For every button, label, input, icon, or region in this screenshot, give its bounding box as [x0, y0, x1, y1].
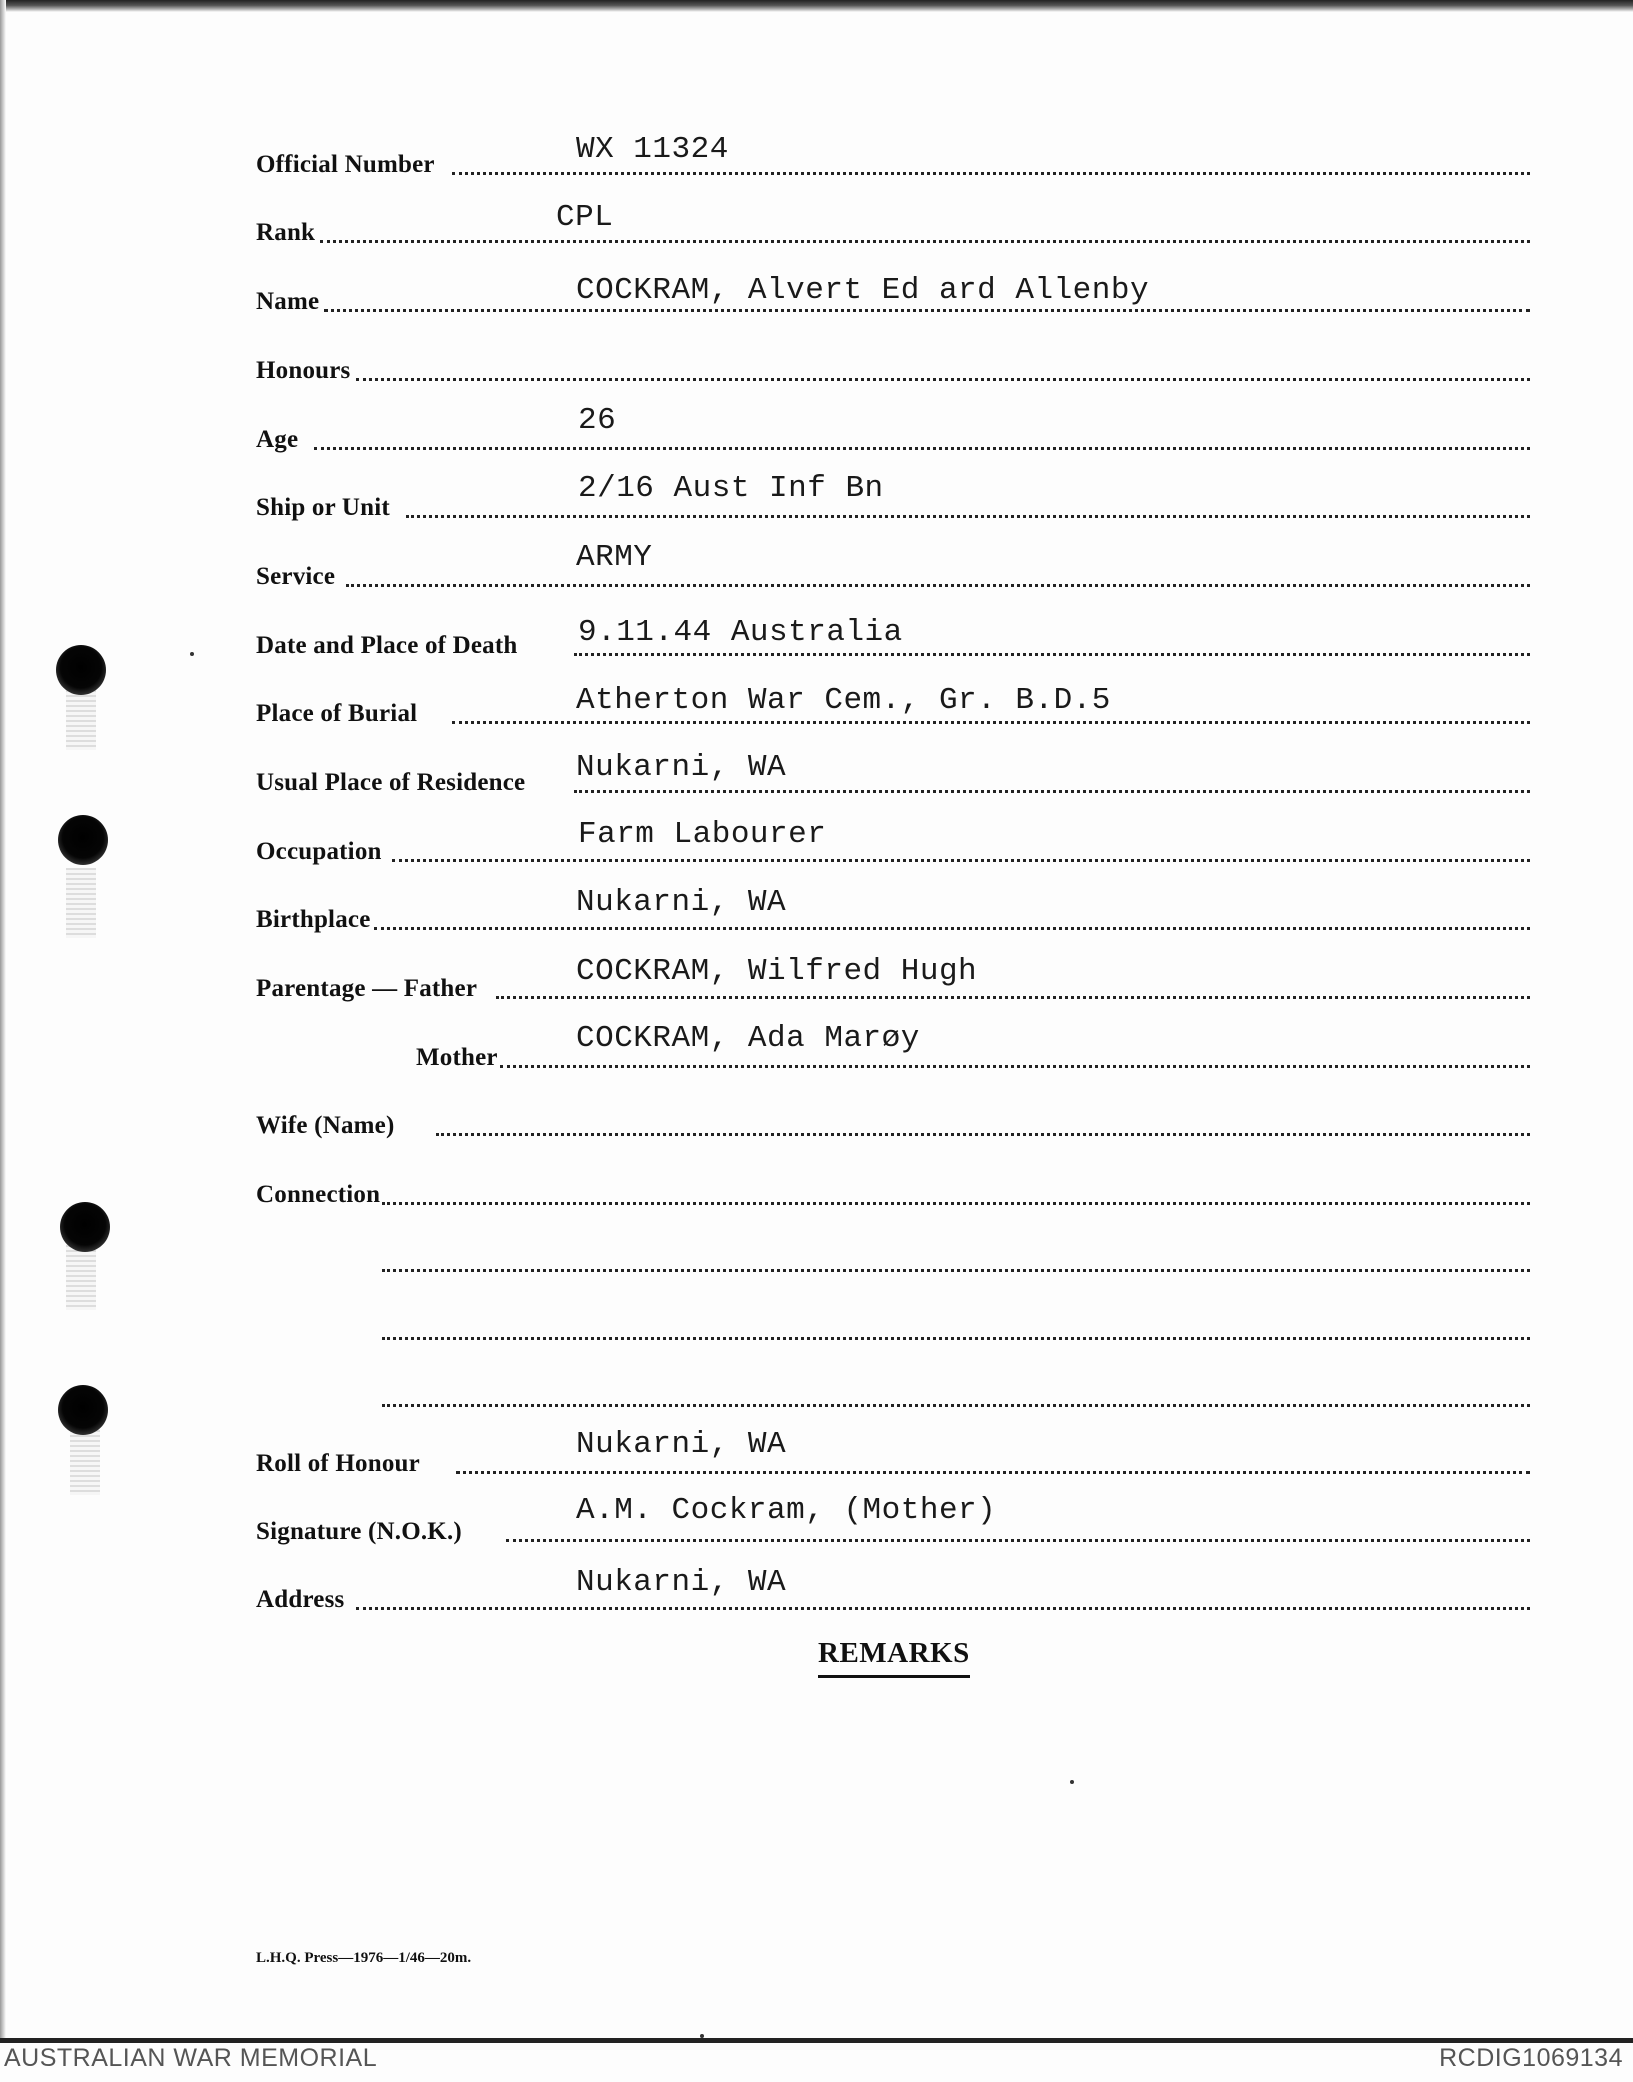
row-roll-of-honour: [256, 1424, 1530, 1484]
row-connection-continued: [256, 1357, 1530, 1417]
dotted-line: [314, 447, 1530, 450]
punch-hole: [56, 645, 106, 695]
dotted-line: [406, 515, 1530, 518]
scan-top-edge: [0, 0, 1633, 12]
usual-residence-label: Usual Place of Residence: [256, 769, 526, 796]
row-connection-continued: [256, 1290, 1530, 1350]
age-value: 26: [578, 403, 617, 438]
speck: [1070, 1780, 1074, 1784]
scan-left-edge: [0, 0, 6, 2040]
dotted-line: [356, 1607, 1530, 1610]
dotted-line: [500, 1065, 1530, 1068]
row-occupation: [256, 812, 1530, 872]
punch-hole: [58, 815, 108, 865]
punch-hole: [58, 1385, 108, 1435]
connection-label: Connection: [256, 1181, 381, 1208]
row-honours: [256, 331, 1530, 391]
row-usual-residence: [256, 743, 1530, 803]
dotted-line: [574, 790, 1530, 793]
row-date-place-death: [256, 606, 1530, 666]
place-of-burial-label: Place of Burial: [256, 700, 418, 727]
hole-shadow: [70, 1425, 100, 1495]
row-service: [256, 537, 1530, 597]
address-value: Nukarni, WA: [576, 1565, 787, 1600]
row-place-of-burial: [256, 674, 1530, 734]
father-label: Parentage — Father: [256, 975, 478, 1002]
address-label: Address: [256, 1586, 345, 1613]
row-connection: [256, 1155, 1530, 1215]
row-signature: [256, 1492, 1530, 1552]
service-value: ARMY: [576, 540, 653, 575]
birthplace-label: Birthplace: [256, 906, 371, 933]
dotted-line: [382, 1202, 1530, 1205]
mother-value: COCKRAM, Ada Marøy: [576, 1021, 920, 1056]
remarks-underline: [818, 1675, 970, 1678]
official-number-label: Official Number: [256, 151, 435, 178]
punch-hole: [60, 1202, 110, 1252]
dotted-line: [346, 584, 1530, 587]
row-official-number: [256, 125, 1530, 185]
roll-of-honour-value: Nukarni, WA: [576, 1427, 787, 1462]
row-name: [256, 262, 1530, 322]
row-birthplace: [256, 880, 1530, 940]
remarks-heading: REMARKS: [818, 1637, 970, 1669]
dotted-line: [392, 859, 1530, 862]
dotted-line: [356, 378, 1530, 381]
press-line: L.H.Q. Press—1976—1/46—20m.: [256, 1950, 472, 1966]
speck: [190, 652, 194, 656]
rank-value: CPL: [556, 200, 614, 235]
age-label: Age: [256, 426, 299, 453]
dotted-line: [456, 1471, 1530, 1474]
birthplace-value: Nukarni, WA: [576, 885, 787, 920]
occupation-value: Farm Labourer: [578, 817, 827, 852]
signature-value: A.M. Cockram, (Mother): [576, 1493, 997, 1528]
dotted-line: [382, 1269, 1530, 1272]
ship-or-unit-value: 2/16 Aust Inf Bn: [578, 471, 884, 506]
dotted-line: [382, 1337, 1530, 1340]
row-rank: [256, 193, 1530, 253]
dotted-line: [324, 309, 1530, 312]
date-place-death-label: Date and Place of Death: [256, 632, 518, 659]
name-value: COCKRAM, Alvert Ed ard Allenby: [576, 273, 1150, 308]
row-connection-continued: [256, 1222, 1530, 1282]
dotted-line: [382, 1404, 1530, 1407]
dotted-line: [496, 996, 1530, 999]
father-value: COCKRAM, Wilfred Hugh: [576, 954, 978, 989]
place-of-burial-value: Atherton War Cem., Gr. B.D.5: [576, 683, 1111, 718]
roll-of-honour-label: Roll of Honour: [256, 1450, 420, 1477]
dotted-line: [506, 1539, 1530, 1542]
usual-residence-value: Nukarni, WA: [576, 750, 787, 785]
dotted-line: [436, 1133, 1530, 1136]
rank-label: Rank: [256, 219, 316, 246]
row-age: [256, 400, 1530, 460]
row-address: [256, 1560, 1530, 1620]
dotted-line: [574, 653, 1530, 656]
row-father: [256, 949, 1530, 1009]
row-mother: [256, 1018, 1530, 1078]
dotted-line: [374, 927, 1530, 930]
footer-institution: AUSTRALIAN WAR MEMORIAL: [4, 2044, 378, 2072]
speck: [700, 2034, 704, 2038]
hole-shadow: [66, 868, 96, 938]
row-wife: [256, 1086, 1530, 1146]
ship-or-unit-label: Ship or Unit: [256, 494, 390, 521]
mother-label: Mother: [416, 1044, 498, 1071]
dotted-line: [452, 172, 1530, 175]
footer-record-id: RCDIG1069134: [1439, 2044, 1623, 2072]
dotted-line: [320, 240, 1530, 243]
name-label: Name: [256, 288, 320, 315]
signature-label: Signature (N.O.K.): [256, 1518, 462, 1545]
date-place-death-value: 9.11.44 Australia: [578, 615, 903, 650]
occupation-label: Occupation: [256, 838, 382, 865]
official-number-value: WX 11324: [576, 132, 729, 167]
row-ship-or-unit: [256, 468, 1530, 528]
dotted-line: [452, 721, 1530, 724]
scan-bottom-edge: [0, 2038, 1633, 2043]
service-label: Service: [256, 563, 336, 590]
wife-label: Wife (Name): [256, 1112, 395, 1139]
honours-label: Honours: [256, 357, 351, 384]
